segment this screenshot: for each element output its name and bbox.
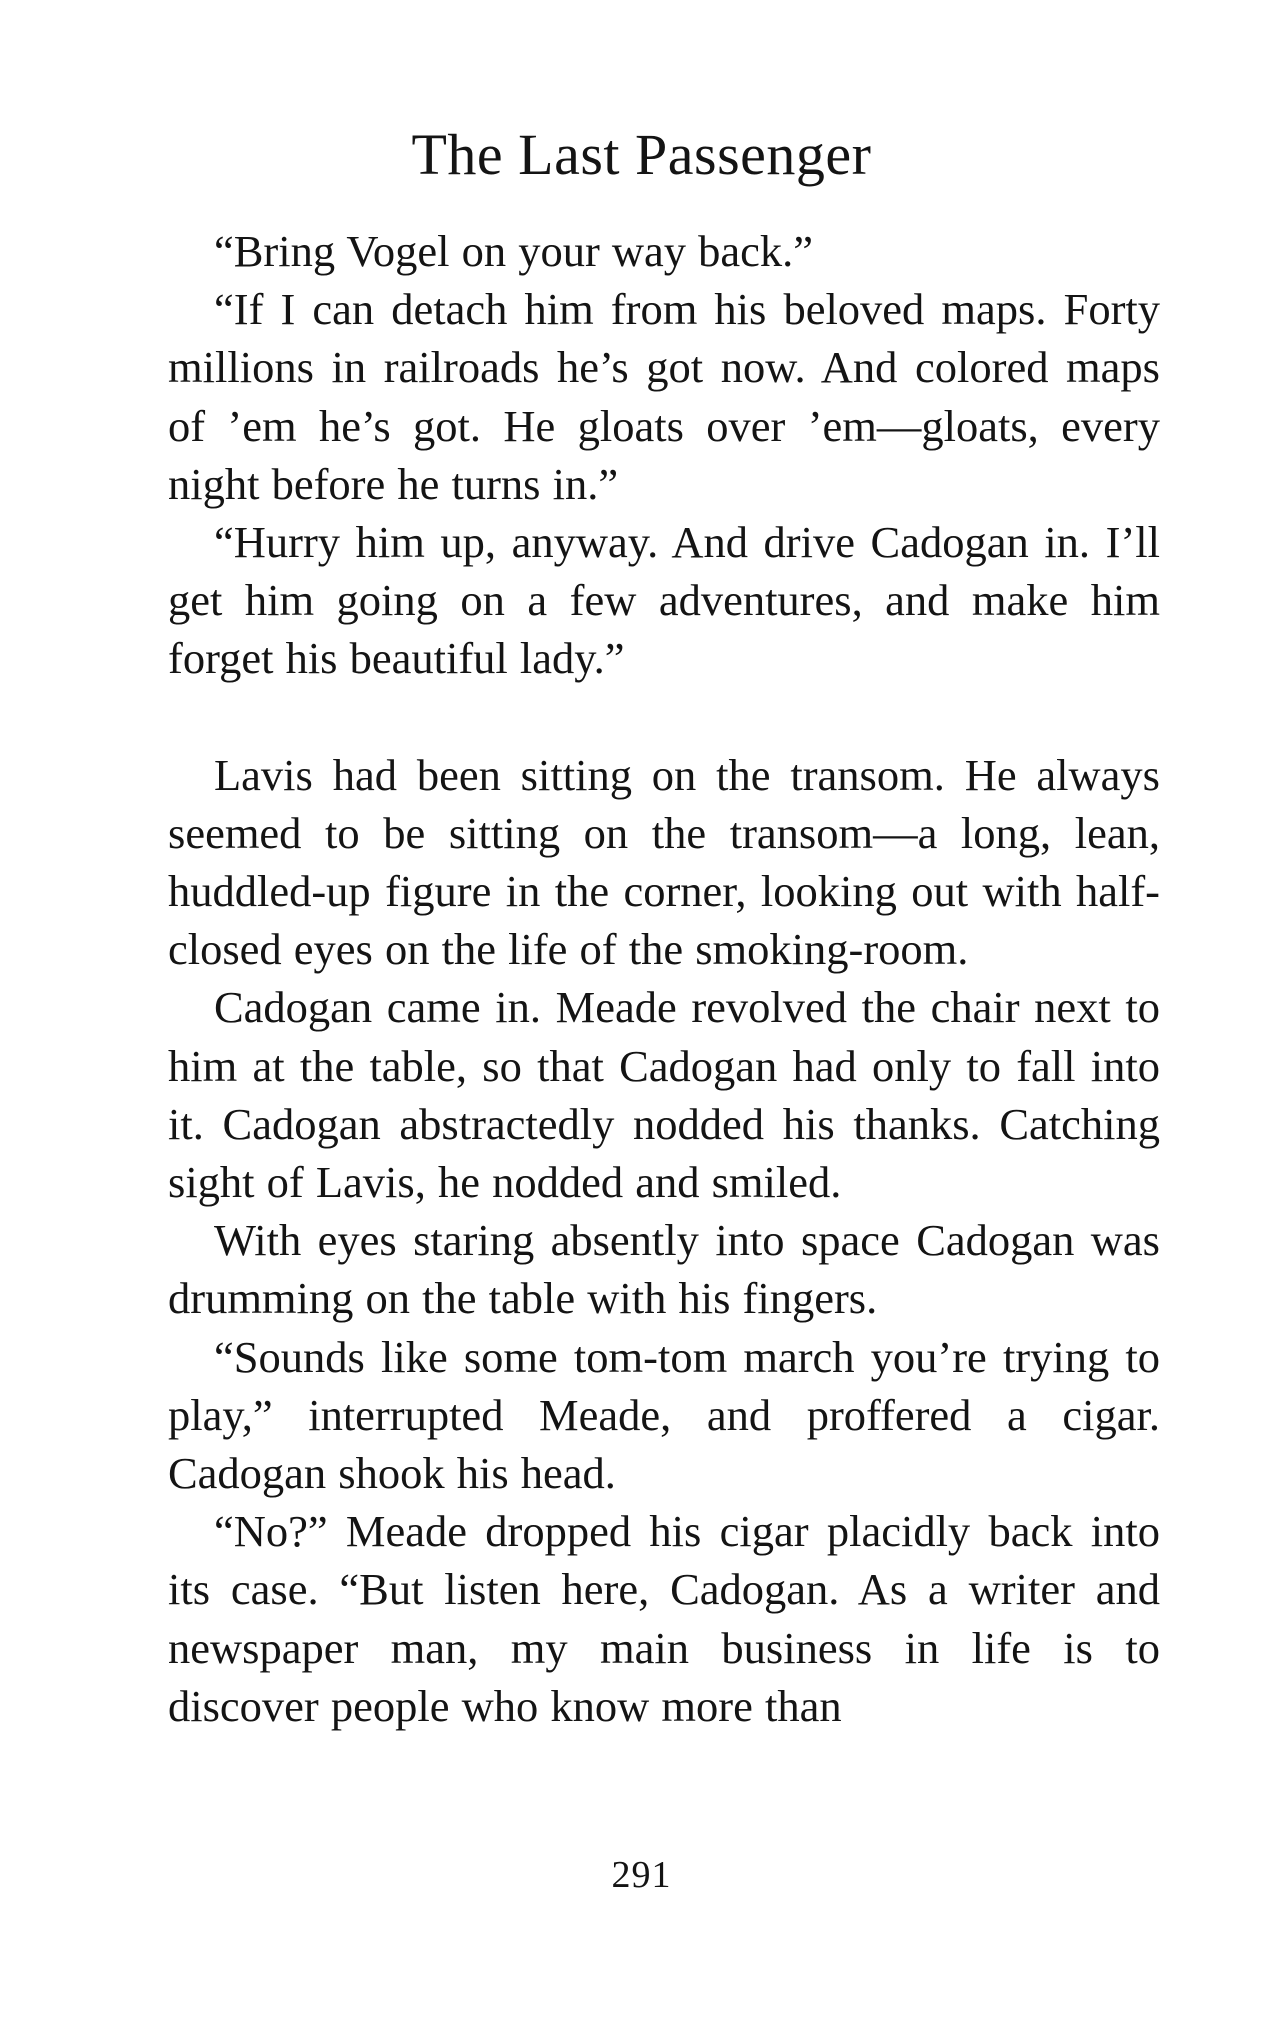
running-head: The Last Passenger bbox=[411, 122, 872, 187]
paragraph: “Sounds like some tom-tom march you’re trying to play,” interrupted Meade, and proffered a cigar. Cadogan shook his head. bbox=[168, 1331, 1160, 1499]
paragraph: “No?” Meade dropped his cigar placidly back into its case. “But listen here, Cadogan. As a writer and newspaper man, my main business in life is to discover people who know more than bbox=[168, 1506, 1160, 1731]
paragraph: Cadogan came in. Meade revolved the chair next to him at the table, so that Cadogan had only to fall into it. Cadogan abstractedly nodded his thanks. Catching sight of Lavis, he nodded and smiled. bbox=[168, 982, 1160, 1208]
paragraph: “Bring Vogel on your way back.” bbox=[214, 226, 814, 276]
paragraph: With eyes staring absently into space Cadogan was drumming on the table with his fingers. bbox=[168, 1215, 1160, 1324]
page-number: 291 bbox=[611, 1854, 672, 1896]
paragraph: Lavis had been sitting on the transom. He always seemed to be sitting on the transom—a long, lean, huddled-up figure in the corner, looking out with half-closed eyes on the life of the smoking-room. bbox=[168, 749, 1160, 975]
paragraph: “Hurry him up, anyway. And drive Cadogan in. I’ll get him going on a few adventures, and make him forget his beautiful lady.” bbox=[168, 517, 1160, 684]
body-text bbox=[168, 222, 1160, 1735]
paragraph: “If I can detach him from his beloved maps. Forty millions in railroads he’s got now. And colored maps of ’em he’s got. He gloats over ’em—gloats, every night before he turns in.” bbox=[168, 284, 1160, 509]
